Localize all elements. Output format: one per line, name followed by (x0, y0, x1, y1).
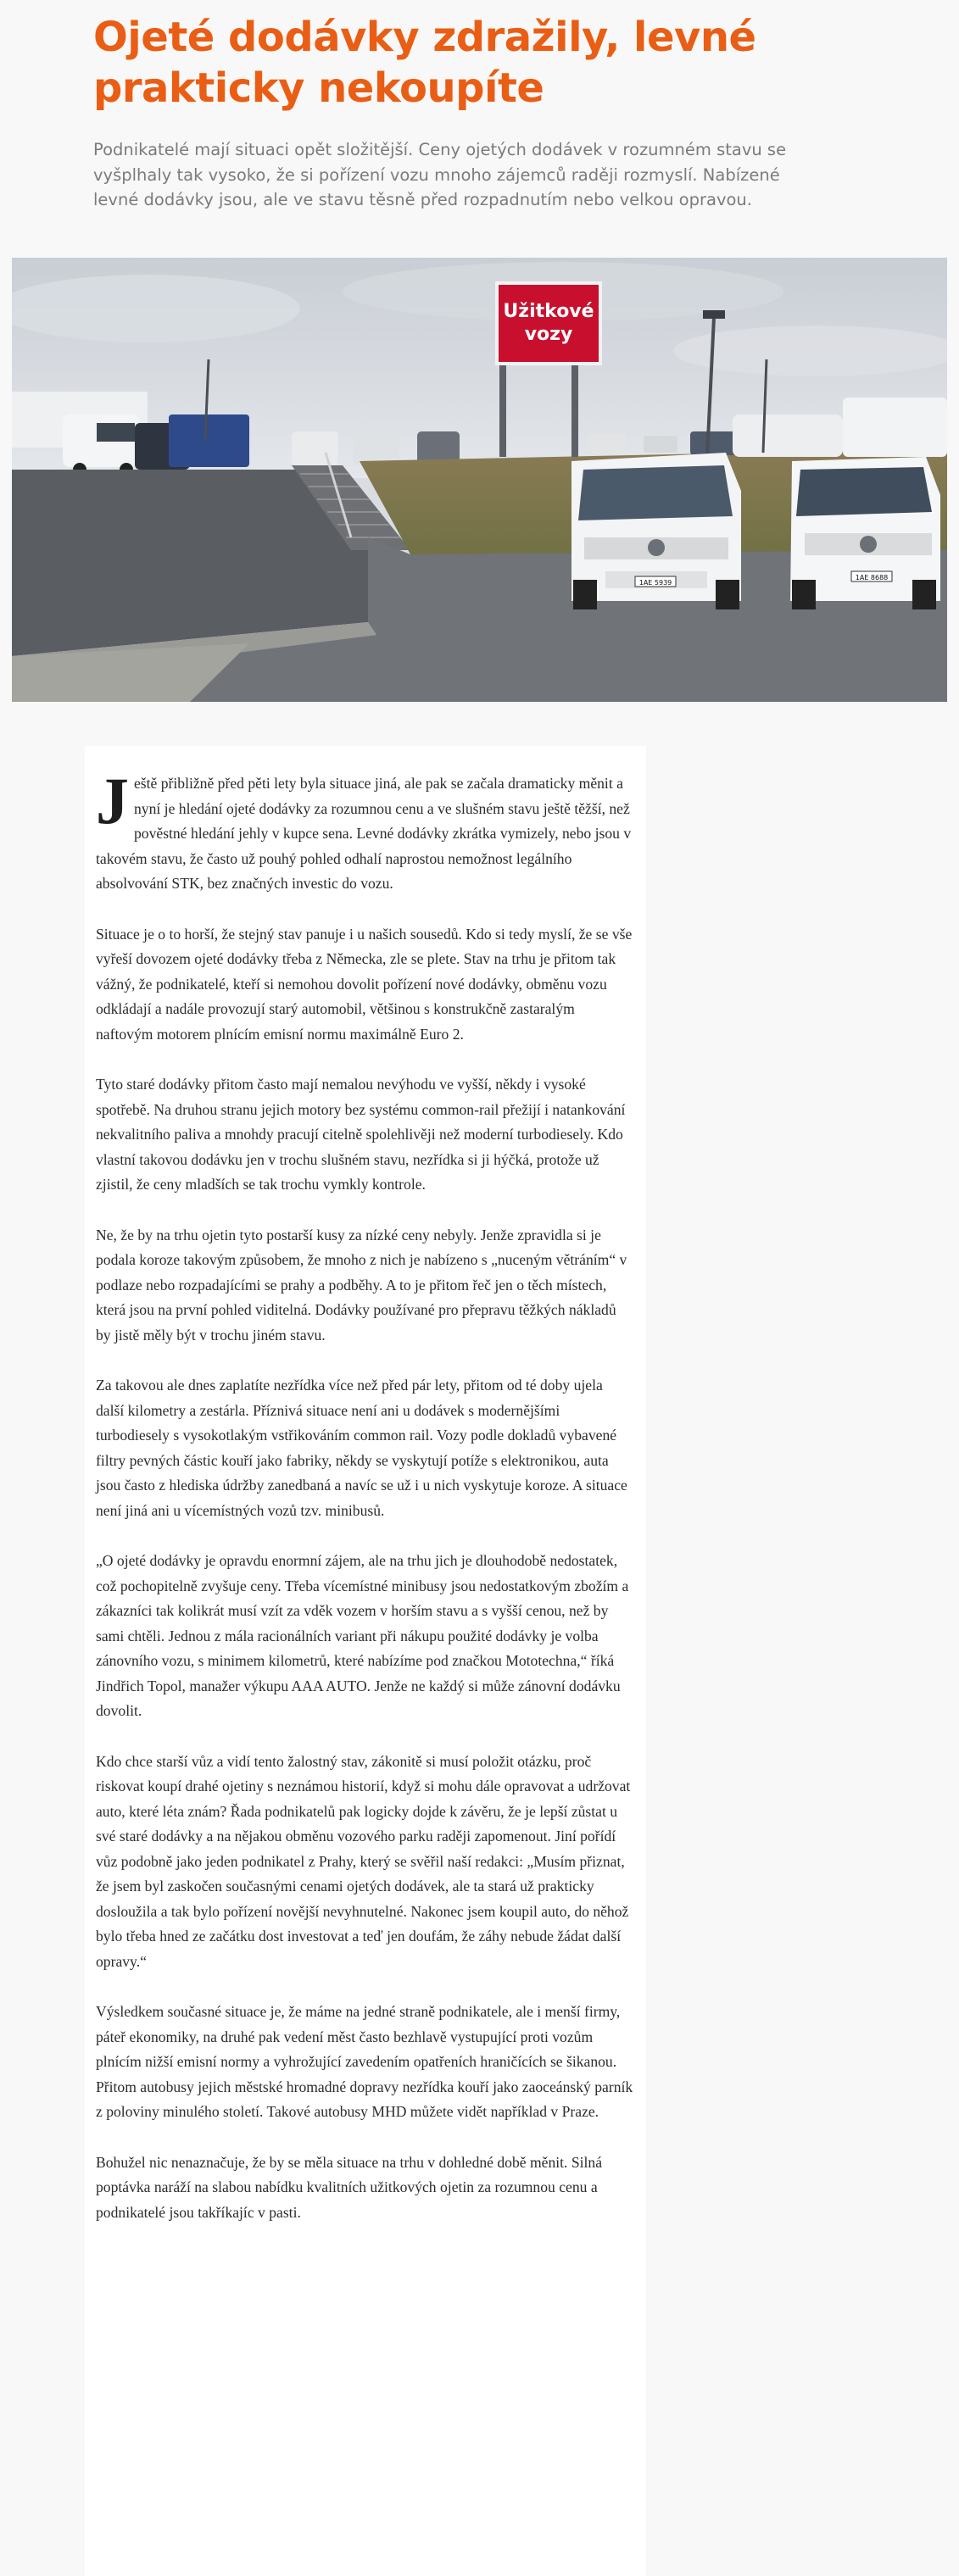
white-van-vw (571, 453, 741, 609)
paragraph-3: Tyto staré dodávky přitom často mají nemalou nevýhodu ve vyšší, někdy i vysoké spotřebě. Na druhou stranu jejich motory bez systému common-rail přežijí i natankování nekvalitního paliva a mnohdy pracují citelně spolehlivěji než moderní turbodiesely. Kdo vlastní takovou dodávku jen v trochu slušném stavu, nezřídka si ji hýčká, protože už zjistil, že ceny mladších se tak trochu vymkly kontrole. (96, 1076, 626, 1193)
paragraph-8: Výsledkem současné situace je, že máme na jedné straně podnikatele, ale i menší firmy, páteř ekonomiky, na druhé pak vedení měst často bezhlavě vystupující proti vozům plnícím nižší emisní normy a vyhrožující zavedením opatřeních hraničících se šikanou. Přitom autobusy jejich městské hromadné dopravy nezřídka kouří jako zaoceánský parník z poloviny minulého století. Takové autobusy MHD můžete vidět například v Praze. (96, 2003, 633, 2120)
dropcap: J (96, 764, 129, 837)
article-title: Ojeté dodávky zdražily, levné prakticky nekoupíte (93, 14, 756, 112)
paragraph-9: Bohužel nic nenaznačuje, že by se měla situace na trhu v dohledné době měnit. Silná poptávka naráží na slabou nabídku kvalitních užitkových ojetin za rozumnou cenu a podnikatelé jsou takříkajíc v pasti. (96, 2153, 603, 2221)
paragraph-1-text: eště přibližně před pěti lety byla situace jiná, ale pak se začala dramaticky měnit a nyní je hledání ojeté dodávky za rozumnou cenu a ve slušném stavu ještě těžší, než pověstné hledání jehly v kupce sena. Levné dodávky zkrátka vymizely, nebo jsou v takovém stavu, že často už pouhý pohled odhalí naprostou nemožnost legálního absolvování STK, bez značných investic do vozu. (96, 775, 632, 892)
paragraph-7: Kdo chce starší vůz a vidí tento žalostný stav, zákonitě si musí položit otázku, proč riskovat koupí drahé ojetiny s neznámou historií, když si mohu dále opravovat a udržovat auto, které léta znám? Řada podnikatelů pak logicky dojde k závěru, že je lepší zůstat u své staré dodávky a na nějakou obměnu vozového parku raději zapomenout. Jiní pořídí vůz podobně jako jeden podnikatel z Prahy, který se svěřil naší redakci: „Musím přiznat, že jsem byl zaskočen současnými cenami ojetých dodávek, ale ta stará už prakticky dosloužila a tak bylo pořízení novější nevyhnutelné. Nakonec jsem koupil auto, do něhož bylo třeba hned ze začátku dost investovat a teď jen doufám, že záhy nebude žádat další opravy.“ (96, 1752, 631, 1970)
plate-left: 1AE 5939 (638, 579, 672, 587)
article-perex: Podnikatelé mají situaci opět složitější. Ceny ojetých dodávek v rozumném stavu se vyšplhaly tak vysoko, že si pořízení vozu mnoho zájemců raději rozmyslí. Nabízené levné dodávky jsou, ale ve stavu těsně před rozpadnutím nebo velkou opravou. (93, 140, 787, 209)
hero-photo-illustration (12, 258, 947, 702)
article-header (93, 0, 806, 213)
paragraph-2: Situace je o to horší, že stejný stav panuje i u našich sousedů. Kdo si tedy myslí, že se vše vyřeší dovozem ojeté dodávky třeba z Německa, zle se plete. Stav na trhu je přitom tak vážný, že podnikatelé, kteří si nemohou dovolit pořízení nové dodávky, obměnu vozu odkládají a nadále provozují starý automobil, většinou s konstrukčně zastaralým naftovým motorem plnícím emisní normu maximálně Euro 2. (96, 925, 633, 1043)
plate-right: 1AE 8688 (855, 574, 889, 581)
sign-text-line1: Užitkové (503, 301, 594, 322)
paragraph-6-quote: „O ojeté dodávky je opravdu enormní zájem, ale na trhu jich je dlouhodobě nedostatek, což pochopitelně zvyšuje ceny. Třeba vícemístné minibusy jsou nedostatkovým zbožím a zákazníci tak kolikrát musí vzít za vděk vozem v horším stavu a s vyšší cenou, než by sami chtěli. Jednou z mála racionálních variant při nákupu použité dodávky je volba zánovního vozu, s minimem kilometrů, které nabízíme pod značkou Mototechna,“ říká Jindřich Topol, manažer výkupu AAA AUTO. Jenže ne každý si může zánovní dodávku dovolit. (96, 1552, 629, 1719)
paragraph-4: Ne, že by na trhu ojetin tyto postarší kusy za nízké ceny nebyly. Jenže zpravidla si je podala koroze takovým způsobem, že mnoho z nich je nabízeno s „nuceným větráním“ v podlaze nebo rozpadajícími se prahy a podběhy. A to je přitom řeč jen o těch místech, která jsou na první pohled viditelná. Dodávky používané pro přepravu těžkých nákladů by jistě měly být v trochu jiném stavu. (96, 1226, 627, 1344)
white-van-citroen (790, 457, 940, 609)
article-body (96, 764, 634, 2251)
sign-text-line2: vozy (524, 324, 573, 345)
article-body-container (85, 746, 646, 2576)
paragraph-1 (96, 764, 634, 897)
hero-image (12, 258, 947, 702)
paragraph-5: Za takovou ale dnes zaplatíte nezřídka více než před pár lety, přitom od té doby ujela další kilometry a zestárla. Příznivá situace není ani u dodávek s modernějšími turbodiesely s vysokotlakým vstřikováním common rail. Vozy podle dokladů vybavené filtry pevných částic kouří jako fabriky, někdy se vyskytují potíže s elektronikou, auta jsou často z hlediska údržby zanedbaná a navíc se už i u nich vyskytuje koroze. A situace není jiná ani u vícemístných vozů tzv. minibusů. (96, 1377, 627, 1519)
